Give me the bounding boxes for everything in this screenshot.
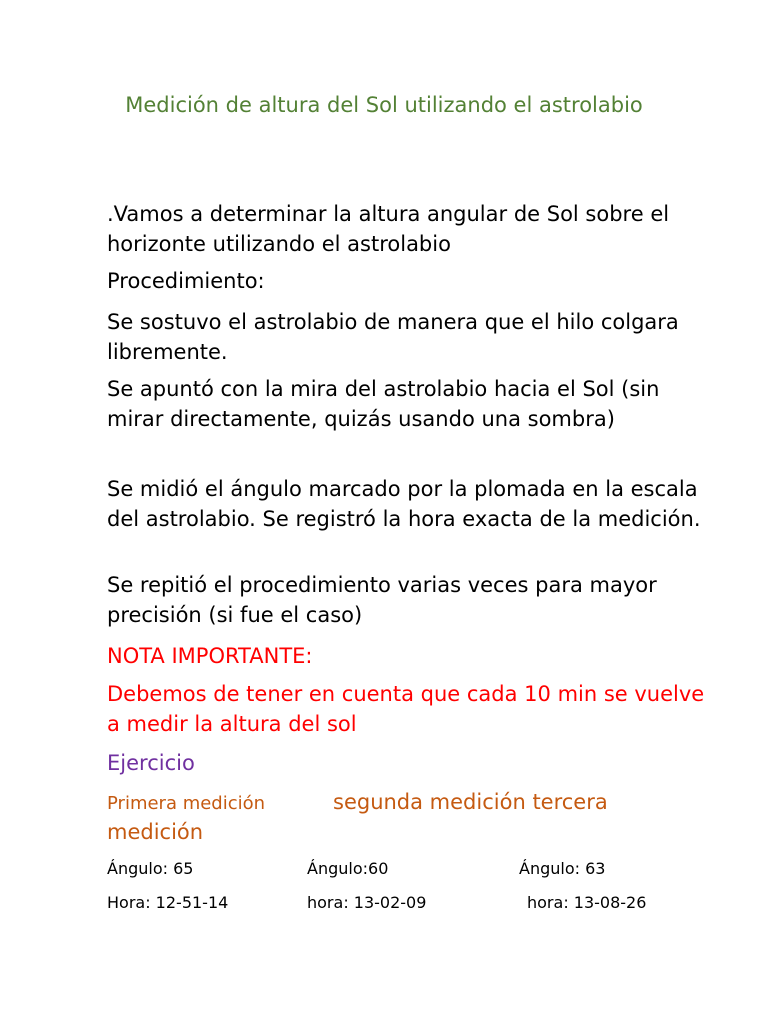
angle-third: Ángulo: 63 bbox=[519, 859, 606, 878]
note-heading: NOTA IMPORTANTE: bbox=[107, 644, 313, 668]
angle-first: Ángulo: 65 bbox=[107, 859, 194, 878]
step-4: Se repitió el procedimiento varias veces para mayor precisión (si fue el caso) bbox=[107, 573, 657, 627]
step-2: Se apuntó con la mira del astrolabio hacia el Sol (sin mirar directamente, quizás usando una sombra) bbox=[107, 377, 660, 431]
first-measurement-label: Primera medición bbox=[107, 793, 266, 814]
step-3: Se midió el ángulo marcado por la plomada en la escala del astrolabio. Se registró la hora exacta de la medición. bbox=[107, 477, 701, 531]
time-first: Hora: 12-51-14 bbox=[107, 893, 229, 912]
other-measurement-labels: segunda medición tercera medición bbox=[107, 790, 608, 844]
document-title: Medición de altura del Sol utilizando el astrolabio bbox=[125, 93, 643, 117]
time-third: hora: 13-08-26 bbox=[527, 893, 647, 912]
intro-paragraph: .Vamos a determinar la altura angular de Sol sobre el horizonte utilizando el astrolabio bbox=[107, 202, 670, 256]
procedure-heading: Procedimiento: bbox=[107, 269, 265, 293]
angle-second: Ángulo:60 bbox=[307, 859, 389, 878]
time-second: hora: 13-02-09 bbox=[307, 893, 427, 912]
step-1: Se sostuvo el astrolabio de manera que el hilo colgara libremente. bbox=[107, 310, 679, 364]
exercise-heading: Ejercicio bbox=[107, 751, 195, 775]
note-text: Debemos de tener en cuenta que cada 10 min se vuelve a medir la altura del sol bbox=[107, 682, 705, 736]
